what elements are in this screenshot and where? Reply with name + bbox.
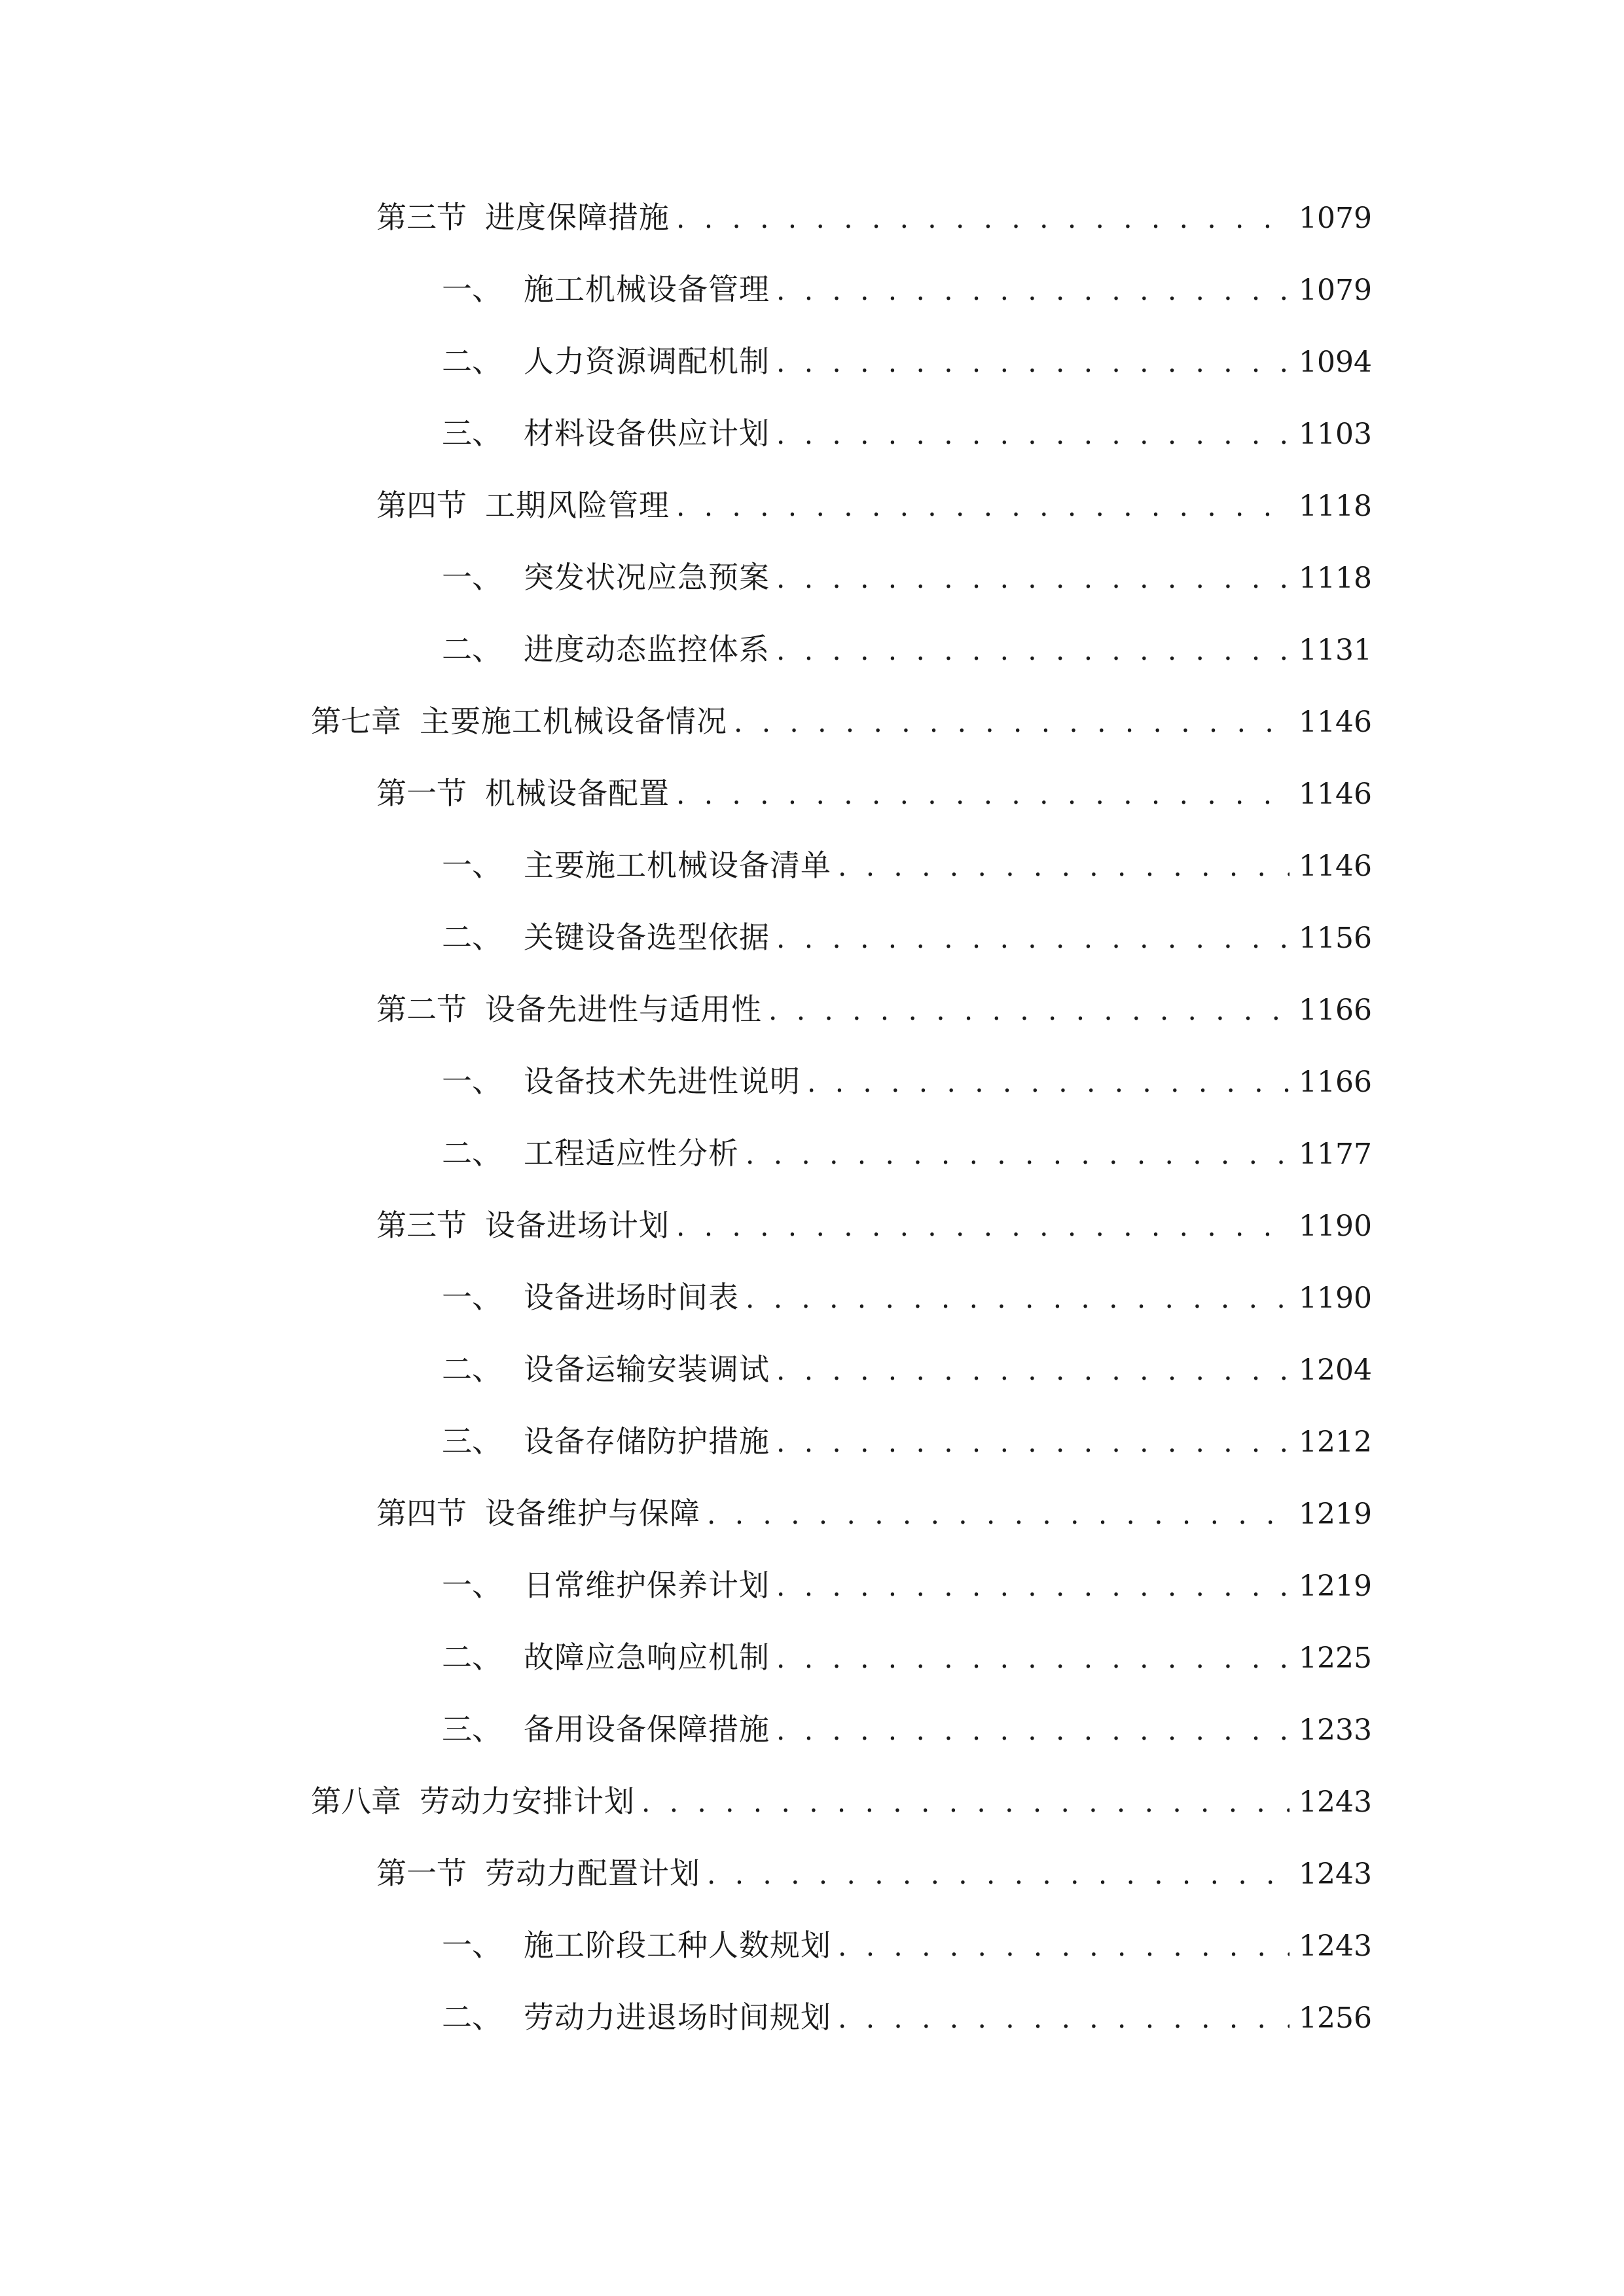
toc-entry[interactable]	[442, 911, 1372, 963]
toc-entry-title: 施工机械设备管理	[524, 272, 770, 307]
dot-leader	[676, 480, 1290, 533]
toc-entry-number: 第四节	[376, 1496, 467, 1531]
toc-entry-page: 1118	[1299, 562, 1372, 595]
toc-entry[interactable]	[311, 1775, 1372, 1827]
toc-entry[interactable]	[442, 1991, 1372, 2043]
toc-entry-title: 突发状况应急预案	[524, 560, 770, 595]
toc-entry-number: 二、	[442, 2000, 502, 2035]
toc-entry-title: 设备存储防护措施	[524, 1424, 770, 1459]
toc-entry-page: 1094	[1299, 346, 1372, 379]
toc-entry[interactable]	[376, 191, 1372, 243]
toc-entry[interactable]	[442, 263, 1372, 315]
toc-entry-number: 二、	[442, 632, 502, 667]
toc-entry-title: 关键设备选型依据	[524, 920, 770, 955]
dot-leader	[776, 1416, 1290, 1469]
toc-entry-number: 一、	[442, 1928, 502, 1963]
toc-entry-title: 设备进场时间表	[524, 1280, 739, 1315]
dot-leader	[746, 1128, 1290, 1181]
toc-entry[interactable]	[442, 1703, 1372, 1755]
toc-entry-number: 二、	[442, 1640, 502, 1675]
toc-entry-title: 进度动态监控体系	[524, 632, 770, 667]
toc-entry[interactable]	[442, 1271, 1372, 1323]
toc-entry-title: 机械设备配置	[485, 776, 670, 811]
dot-leader	[776, 408, 1290, 461]
toc-entry-number: 第一节	[376, 776, 467, 811]
toc-entry-title: 设备运输安装调试	[524, 1352, 770, 1387]
dot-leader	[776, 1704, 1290, 1757]
toc-entry-title: 日常维护保养计划	[524, 1568, 770, 1603]
toc-entry[interactable]	[442, 1127, 1372, 1179]
toc-entry-page: 1177	[1299, 1138, 1372, 1171]
toc-entry-number: 一、	[442, 848, 502, 883]
toc-entry-title: 工程适应性分析	[524, 1136, 739, 1171]
toc-entry-page: 1079	[1299, 202, 1372, 235]
toc-entry[interactable]	[376, 479, 1372, 531]
dot-leader	[776, 912, 1290, 965]
toc-entry-title: 劳动力配置计划	[485, 1856, 700, 1891]
toc-entry-page: 1212	[1299, 1426, 1372, 1459]
dot-leader	[776, 1560, 1290, 1613]
toc-entry-page: 1243	[1299, 1785, 1372, 1819]
toc-entry-title: 主要施工机械设备情况	[420, 704, 727, 739]
toc-entry-number: 一、	[442, 272, 502, 307]
toc-entry[interactable]	[442, 1343, 1372, 1395]
toc-entry-number: 第四节	[376, 488, 467, 523]
toc-entry[interactable]	[376, 1847, 1372, 1899]
dot-leader	[838, 840, 1290, 893]
toc-entry[interactable]	[442, 335, 1372, 387]
toc-entry-number: 第二节	[376, 992, 467, 1027]
dot-leader	[776, 1632, 1290, 1685]
toc-entry-title: 备用设备保障措施	[524, 1712, 770, 1747]
toc-entry-number: 第七章	[311, 704, 401, 739]
toc-entry-page: 1204	[1299, 1354, 1372, 1387]
toc-entry-number: 一、	[442, 1280, 502, 1315]
toc-entry-page: 1219	[1299, 1570, 1372, 1603]
toc-entry-page: 1166	[1299, 994, 1372, 1027]
toc-entry-number: 二、	[442, 920, 502, 955]
toc-entry-number: 三、	[442, 1424, 502, 1459]
toc-entry[interactable]	[442, 551, 1372, 603]
toc-entry[interactable]	[442, 839, 1372, 891]
toc-entry-page: 1219	[1299, 1498, 1372, 1531]
toc-entry[interactable]	[442, 407, 1372, 459]
toc-entry[interactable]	[442, 1631, 1372, 1683]
toc-entry-page: 1225	[1299, 1641, 1372, 1675]
toc-entry-number: 第三节	[376, 200, 467, 235]
toc-entry-page: 1118	[1299, 490, 1372, 523]
toc-entry-number: 一、	[442, 1568, 502, 1603]
toc-entry-page: 1103	[1299, 418, 1372, 451]
toc-entry-title: 劳动力进退场时间规划	[524, 2000, 831, 2035]
dot-leader	[641, 1776, 1290, 1829]
toc-entry-page: 1146	[1299, 778, 1372, 811]
toc-entry-number: 一、	[442, 1064, 502, 1099]
toc-entry-number: 第八章	[311, 1784, 401, 1819]
toc-entry-page: 1146	[1299, 706, 1372, 739]
toc-entry-title: 设备维护与保障	[485, 1496, 700, 1531]
dot-leader	[807, 1056, 1290, 1109]
toc-entry[interactable]	[376, 983, 1372, 1035]
toc-entry-title: 材料设备供应计划	[524, 416, 770, 451]
toc-entry-title: 人力资源调配机制	[524, 344, 770, 379]
toc-entry[interactable]	[442, 1559, 1372, 1611]
toc-entry-page: 1156	[1299, 922, 1372, 955]
dot-leader	[707, 1848, 1290, 1901]
dot-leader	[776, 1344, 1290, 1397]
dot-leader	[746, 1272, 1290, 1325]
toc-entry[interactable]	[376, 767, 1372, 819]
dot-leader	[676, 768, 1290, 821]
dot-leader	[776, 624, 1290, 677]
toc-entry-title: 主要施工机械设备清单	[524, 848, 831, 883]
toc-entry[interactable]	[442, 1055, 1372, 1107]
toc-entry-title: 工期风险管理	[485, 488, 670, 523]
dot-leader	[776, 552, 1290, 605]
toc-entry-number: 第三节	[376, 1208, 467, 1243]
toc-entry-title: 设备进场计划	[485, 1208, 670, 1243]
toc-entry-number: 二、	[442, 1352, 502, 1387]
toc-entry-number: 一、	[442, 560, 502, 595]
toc-entry[interactable]	[442, 1415, 1372, 1467]
toc-entry-number: 二、	[442, 344, 502, 379]
toc-entry-number: 第一节	[376, 1856, 467, 1891]
toc-entry-number: 三、	[442, 1712, 502, 1747]
toc-entry-page: 1166	[1299, 1066, 1372, 1099]
toc-entry[interactable]	[442, 1919, 1372, 1971]
dot-leader	[768, 984, 1290, 1037]
dot-leader	[676, 192, 1290, 245]
toc-entry-number: 二、	[442, 1136, 502, 1171]
toc-entry-page: 1243	[1299, 1929, 1372, 1963]
toc-entry-title: 施工阶段工种人数规划	[524, 1928, 831, 1963]
toc-entry-title: 劳动力安排计划	[420, 1784, 635, 1819]
toc-entry[interactable]	[311, 695, 1372, 747]
toc-entry-page: 1146	[1299, 850, 1372, 883]
dot-leader	[676, 1200, 1290, 1253]
dot-leader	[838, 1992, 1290, 2045]
toc-entry-page: 1190	[1299, 1282, 1372, 1315]
toc-entry-title: 设备先进性与适用性	[485, 992, 762, 1027]
toc-entry-number: 三、	[442, 416, 502, 451]
dot-leader	[838, 1920, 1290, 1973]
dot-leader	[776, 264, 1290, 317]
toc-entry-page: 1256	[1299, 2001, 1372, 2035]
toc-entry-page: 1243	[1299, 1857, 1372, 1891]
toc-entry-title: 设备技术先进性说明	[524, 1064, 801, 1099]
toc-entry-page: 1190	[1299, 1210, 1372, 1243]
toc-entry-title: 进度保障措施	[485, 200, 670, 235]
toc-entry-page: 1131	[1299, 634, 1372, 667]
toc-entry-title: 故障应急响应机制	[524, 1640, 770, 1675]
toc-entry-page: 1079	[1299, 274, 1372, 307]
dot-leader	[776, 336, 1290, 389]
toc-entry[interactable]	[376, 1199, 1372, 1251]
toc-entry[interactable]	[442, 623, 1372, 675]
toc-entry-page: 1233	[1299, 1713, 1372, 1747]
dot-leader	[707, 1488, 1290, 1541]
toc-entry[interactable]	[376, 1487, 1372, 1539]
dot-leader	[734, 696, 1290, 749]
